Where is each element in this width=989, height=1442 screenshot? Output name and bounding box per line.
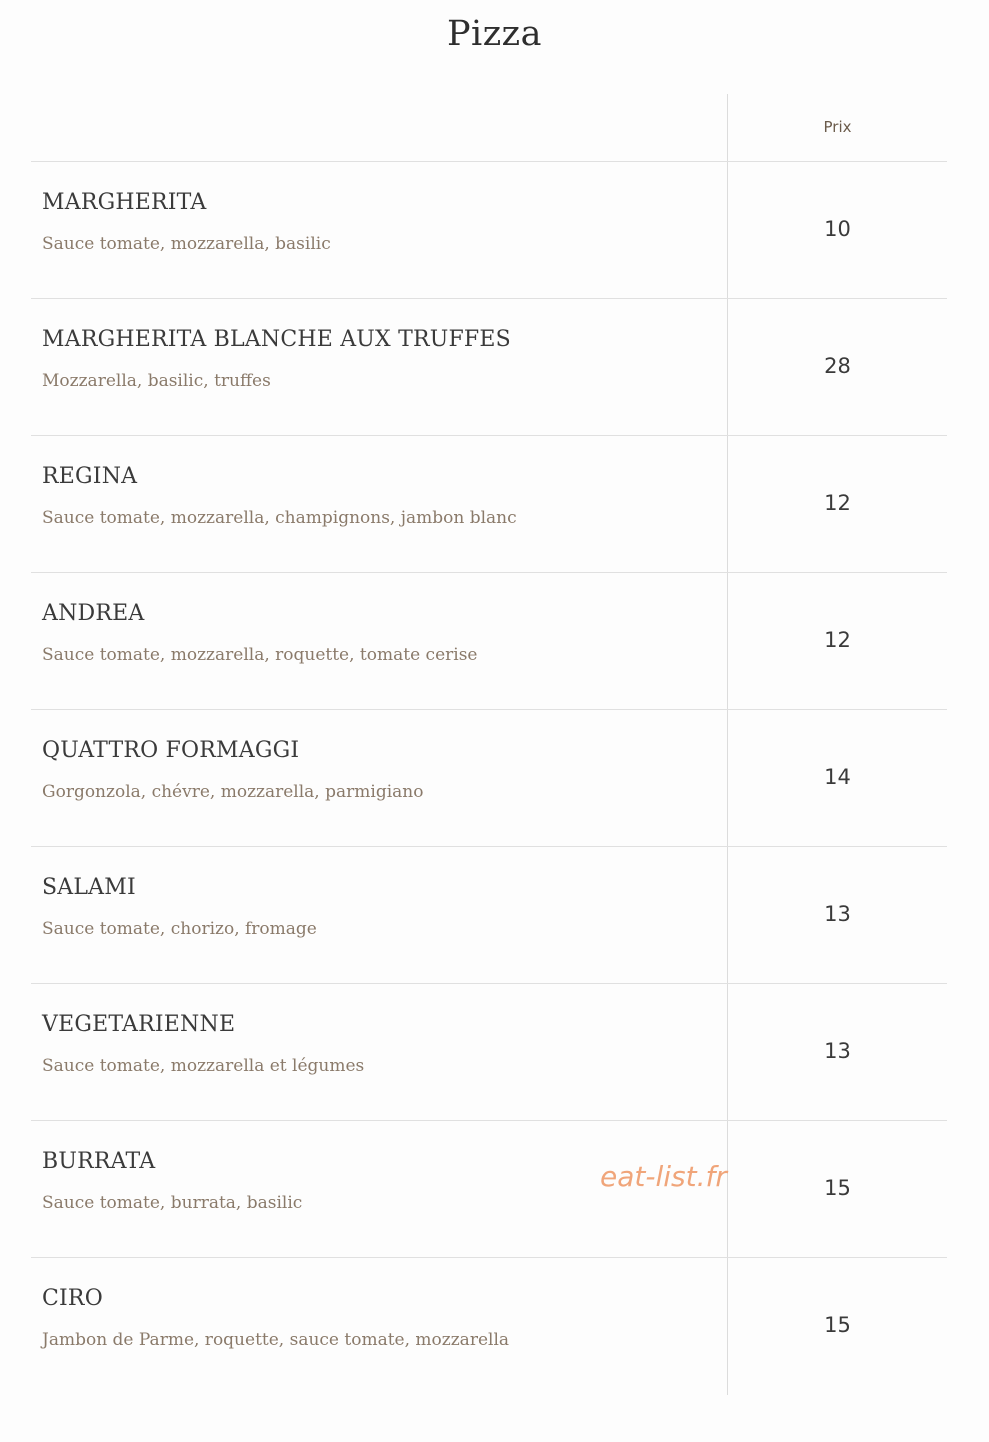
menu-item-row: [31, 984, 947, 1121]
menu-item-row: [31, 299, 947, 436]
item-price: 15: [824, 1176, 851, 1200]
menu-item-row: [31, 1121, 947, 1258]
item-price: 13: [824, 902, 851, 926]
item-name: REGINA: [42, 464, 138, 489]
item-description: Gorgonzola, chévre, mozzarella, parmigiano: [42, 782, 424, 802]
menu-item-row: [31, 847, 947, 984]
menu-item-row: [31, 573, 947, 710]
item-name: QUATTRO FORMAGGI: [42, 738, 300, 763]
menu-item-row: [31, 162, 947, 299]
table-header-row: [31, 94, 947, 162]
item-name: ANDREA: [42, 601, 145, 626]
item-name: MARGHERITA BLANCHE AUX TRUFFES: [42, 327, 511, 352]
item-name: CIRO: [42, 1286, 103, 1311]
item-description: Sauce tomate, mozzarella et légumes: [42, 1056, 365, 1076]
item-name: VEGETARIENNE: [42, 1012, 236, 1037]
item-description: Mozzarella, basilic, truffes: [42, 371, 271, 391]
item-name: BURRATA: [42, 1149, 156, 1174]
item-name: MARGHERITA: [42, 190, 207, 215]
menu-table: [31, 94, 947, 1395]
item-price: 28: [824, 354, 851, 378]
menu-item-row: [31, 436, 947, 573]
price-column-header: Prix: [823, 118, 852, 136]
item-price: 13: [824, 1039, 851, 1063]
item-price: 12: [824, 491, 851, 515]
item-description: Sauce tomate, mozzarella, champignons, jambon blanc: [42, 508, 517, 528]
menu-item-row: [31, 710, 947, 847]
menu-rows: [31, 162, 947, 1394]
item-price: 10: [824, 217, 851, 241]
item-description: Sauce tomate, mozzarella, roquette, tomate cerise: [42, 645, 478, 665]
item-description: Jambon de Parme, roquette, sauce tomate, mozzarella: [42, 1330, 510, 1350]
watermark: eat-list.fr: [600, 1160, 727, 1193]
item-price: 12: [824, 628, 851, 652]
item-description: Sauce tomate, mozzarella, basilic: [42, 234, 331, 254]
item-description: Sauce tomate, chorizo, fromage: [42, 919, 317, 939]
page-title: Pizza: [447, 14, 542, 54]
item-price: 15: [824, 1313, 851, 1337]
item-price: 14: [824, 765, 851, 789]
item-name: SALAMI: [42, 875, 136, 900]
item-description: Sauce tomate, burrata, basilic: [42, 1193, 303, 1213]
menu-item-row: [31, 1258, 947, 1394]
